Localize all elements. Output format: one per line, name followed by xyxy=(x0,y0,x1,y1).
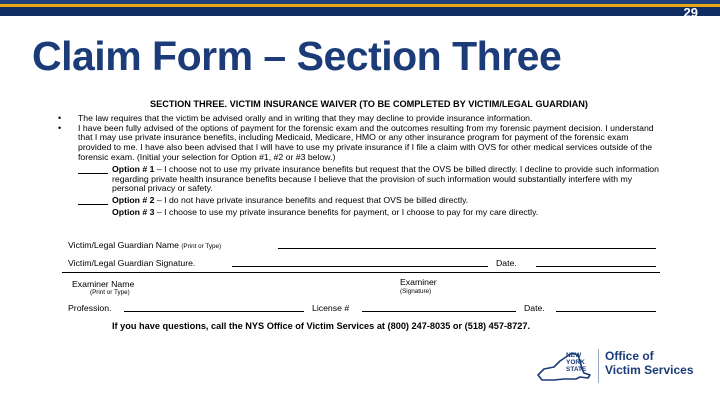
section-heading: SECTION THREE. VICTIM INSURANCE WAIVER (TO BE COMPLETED BY VICTIM/LEGAL GUARDIAN) xyxy=(150,99,588,109)
logo-state-text: NEW YORK STATE xyxy=(566,352,587,373)
date-field-line[interactable] xyxy=(536,266,656,267)
bullet-icon: • xyxy=(58,112,62,123)
name-field-label: Victim/Legal Guardian Name (Print or Type) xyxy=(68,240,222,250)
option-1-text: – I choose not to use my private insurance benefits but request that the OVS be billed directly. I decline to provide such information regarding private health insurance benefits because I believe that the provision of such information would substantially interfere with my personal privacy or safety. xyxy=(112,163,659,194)
date-field-label: Date. xyxy=(496,258,517,268)
option-2-text: – I do not have private insurance benefits and request that OVS be billed directly. xyxy=(154,195,469,206)
logo-org-name: Office of Victim Services xyxy=(605,349,694,377)
option-2-initial-field[interactable] xyxy=(78,196,108,205)
bullet-text: The law requires that the victim be advised orally and in writing that they may decline to provide insurance information. xyxy=(78,112,533,123)
section-divider xyxy=(62,272,660,273)
option-2-label: Option # 2 xyxy=(112,195,155,206)
bullet-icon: • xyxy=(58,122,62,133)
option-3-label: Option # 3 xyxy=(112,206,155,217)
slide-title: Claim Form – Section Three xyxy=(32,33,562,79)
slide-number: 29 xyxy=(683,5,698,20)
name-field-note: (Print or Type) xyxy=(181,243,222,250)
option-3-text: – I choose to use my private insurance benefits for payment, or I choose to pay for my care directly. xyxy=(154,206,539,217)
nys-ovs-logo xyxy=(534,347,714,387)
contact-info: If you have questions, call the NYS Office of Victim Services at (800) 247-8035 or (518) 457-8727. xyxy=(112,321,531,331)
name-field-line[interactable] xyxy=(278,248,656,249)
claim-form-section-three xyxy=(58,100,660,218)
profession-field-line[interactable] xyxy=(124,311,304,312)
banner-accent-stripe xyxy=(0,4,720,7)
signature-field-line[interactable] xyxy=(232,266,488,267)
top-banner xyxy=(0,0,720,16)
date-label-2: Date. xyxy=(524,303,545,313)
examiner-name-note: (Print or Type) xyxy=(90,289,130,296)
examiner-name-label: Examiner Name xyxy=(72,279,135,289)
option-2 xyxy=(78,196,660,206)
logo-divider xyxy=(598,349,599,383)
option-1-initial-field[interactable] xyxy=(78,165,108,174)
signature-field-label: Victim/Legal Guardian Signature. xyxy=(68,258,196,268)
license-label: License # xyxy=(312,303,350,313)
option-3 xyxy=(112,208,660,218)
list-item xyxy=(58,124,660,163)
bullet-text: I have been fully advised of the options of payment for the forensic exam and the outcomes resulting from my forensic payment decision. I understand that I may use private insurance benefits, including Medicaid, Medicare, HMO or any other insurance program for payment of the forensic exam provided to me. I have also been advised that I will have to use my private insurance if I file a claim with OVS for other medical services outside of the forensic exam. (Initial your selection for Option #1, #2 or #3 below.) xyxy=(78,122,654,162)
option-1-label: Option # 1 xyxy=(112,163,155,174)
bullet-list xyxy=(58,114,660,163)
option-1 xyxy=(78,165,660,194)
profession-label: Profession. xyxy=(68,303,112,313)
examiner-signature-label: Examiner xyxy=(400,277,437,287)
date-field-line-2[interactable] xyxy=(556,311,656,312)
license-field-line[interactable] xyxy=(362,311,516,312)
examiner-signature-note: (Signature) xyxy=(400,288,432,295)
